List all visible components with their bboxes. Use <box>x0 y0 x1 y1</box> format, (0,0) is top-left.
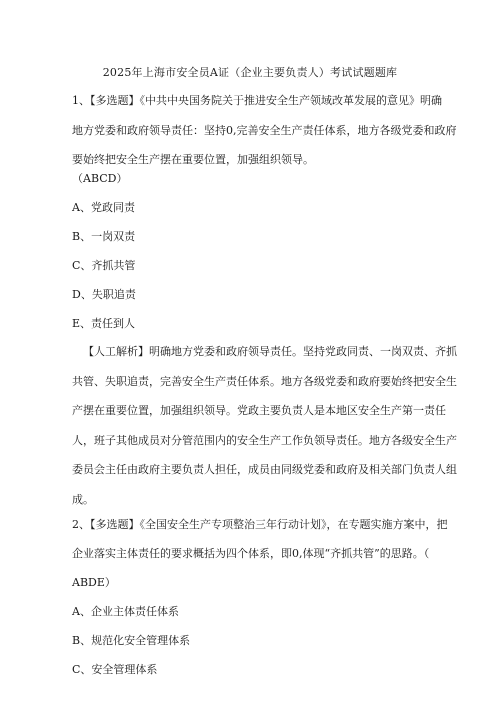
question-1-stem <box>72 86 457 175</box>
analysis-line-2: 共管、失职追责，完善安全生产责任体系。地方各级党委和政府要始终把安全生 <box>72 374 457 388</box>
question-1-answer: （ABCD） <box>72 172 128 185</box>
question-2-line-2-wrap <box>72 539 432 569</box>
question-2-answer: ABDE） <box>72 576 116 589</box>
question-2-line-1: 2、【多选题】《全国安全生产专项整治三年行动计划》，在专题实施方案中，把 <box>72 518 448 531</box>
question-2-stem <box>72 510 448 540</box>
question-2-option-c: C、安全管理体系 <box>72 663 158 676</box>
question-1-line-3: 要始终把安全生产摆在重要位置，加强组织领导。 <box>72 153 314 166</box>
analysis-line-4: 人，班子其他成员对分管范围内的安全生产工作负领导责任。地方各级安全生产 <box>72 433 457 447</box>
question-1-option-a: A、党政同责 <box>72 201 135 214</box>
document-title: 2025年上海市安全员A证（企业主要负责人）考试试题题库 <box>102 66 398 79</box>
analysis-line-6: 成。 <box>72 492 94 506</box>
question-1-option-d: D、失职追责 <box>72 288 136 301</box>
analysis-line-3: 产摆在重要位置，加强组织领导。党政主要负责人是本地区安全生产第一责任 <box>72 404 446 417</box>
question-1-line-1: 1、【多选题】《中共中央国务院关于推进安全生产领域改革发展的意见》明确 <box>72 94 442 107</box>
question-1-analysis <box>72 337 457 514</box>
question-2-option-a: A、企业主体责任体系 <box>72 605 179 618</box>
question-1-option-c: C、齐抓共管 <box>72 259 136 272</box>
question-1-line-2: 地方党委和政府领导责任：坚持0,完善安全生产责任体系，地方各级党委和政府 <box>72 123 457 137</box>
question-1-option-e: E、责任到人 <box>72 317 136 330</box>
question-1-option-b: B、一岗双责 <box>72 230 136 243</box>
analysis-line-1: 【人工解析】明确地方党委和政府领导责任。坚持党政同责、一岗双责、齐抓 <box>83 345 457 358</box>
analysis-line-5: 委员会主任由政府主要负责人担任，成员由同级党委和政府及相关部门负责人组 <box>72 463 457 476</box>
question-2-option-b: B、规范化安全管理体系 <box>72 634 191 647</box>
question-2-line-2: 企业落实主体责任的要求概括为四个体系，即0,体现“齐抓共管”的思路。（ <box>72 547 430 560</box>
